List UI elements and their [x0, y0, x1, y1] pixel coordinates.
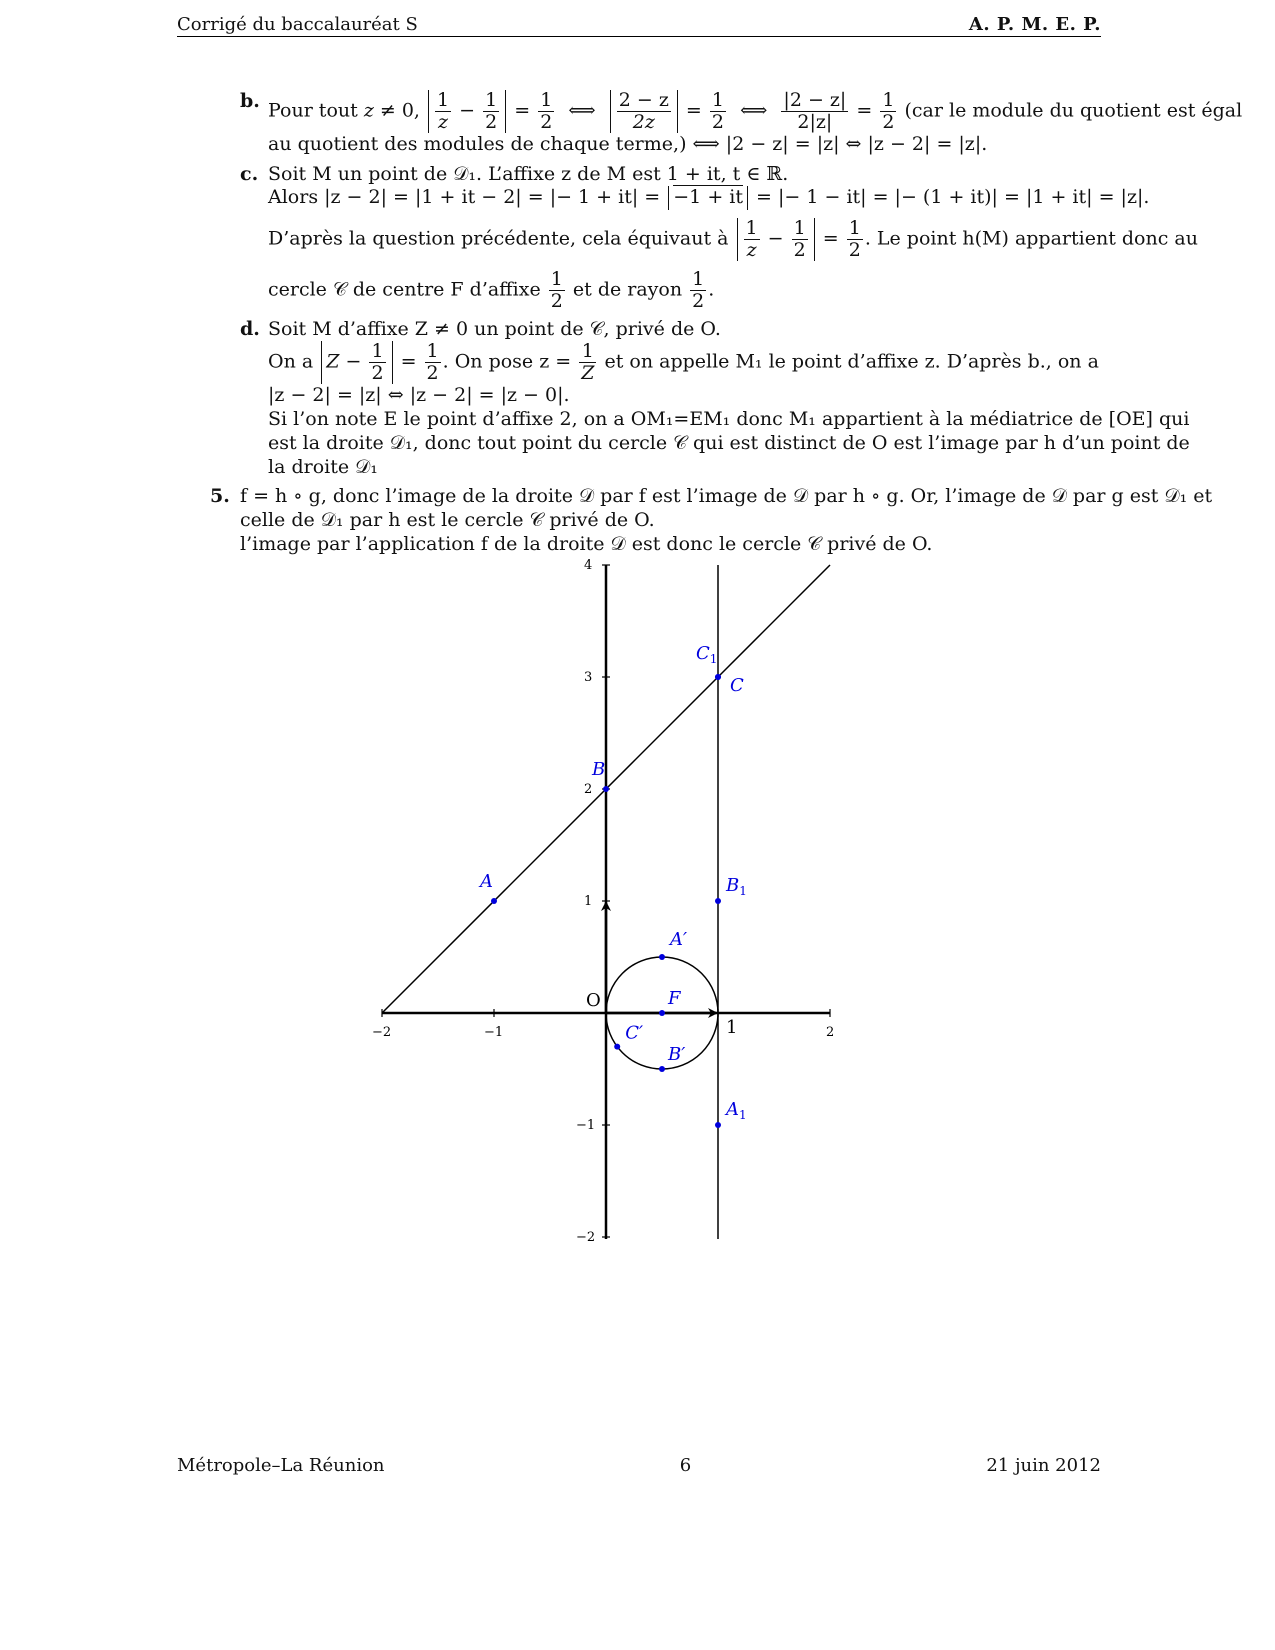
footer-right: 21 juin 2012 — [986, 1455, 1101, 1476]
b-text-4: (car le module du quotient est égal — [904, 99, 1243, 122]
equals-sign: = — [685, 99, 702, 122]
frac-den: 2 — [371, 362, 384, 385]
c-overline: −1 + it — [673, 186, 743, 209]
point-C1 — [715, 674, 721, 680]
c-line-3a: D’après la question précédente, cela équivaut à — [268, 227, 729, 250]
point-label-A-prime: A′ — [670, 929, 688, 950]
point-A1 — [715, 1122, 721, 1128]
d-Z: Z − — [326, 350, 362, 373]
header-left: Corrigé du baccalauréat S — [177, 13, 418, 35]
page-footer — [177, 1455, 1101, 1478]
point-label-A1: $A_1$ — [726, 1099, 747, 1122]
frac-num: 1 — [437, 89, 450, 111]
point-F — [659, 1010, 665, 1016]
frac-den: 2|z| — [797, 110, 833, 133]
equals-sign: = — [514, 99, 531, 122]
item-d-label: d. — [240, 317, 260, 340]
point-B1 — [715, 898, 721, 904]
frac-num: 1 — [550, 267, 563, 290]
point-label-C1: $C_1$ — [696, 643, 718, 666]
y-tick-label: 3 — [584, 670, 593, 685]
frac-den: Z — [581, 362, 595, 385]
equals-sign: = — [856, 99, 873, 122]
b-text-1: Pour tout — [268, 99, 364, 122]
d-line-4: Si l’on note E le point d’affixe 2, on a OM₁=EM₁ donc M₁ appartient à la médiatrice de [OE] qui — [268, 408, 1190, 430]
point-label-C-prime: C′ — [625, 1022, 644, 1044]
b-line-2: au quotient des modules de chaque terme,) ⟺ |2 − z| = |z| ⇔ |z − 2| = |z|. — [268, 132, 988, 155]
d-line-6: la droite 𝒟₁ — [268, 455, 378, 478]
point-label-B-prime: B′ — [668, 1044, 686, 1065]
point-A-prime — [659, 954, 665, 960]
origin-label: O — [586, 990, 601, 1011]
frac-num: 1 — [579, 341, 596, 363]
iff-sign: ⟺ — [568, 99, 596, 122]
frac-den: z — [438, 110, 449, 133]
c-line-2b: = |− 1 − it| = |− (1 + it)| = |1 + it| = |z|. — [750, 186, 1150, 209]
frac-num: 1 — [711, 89, 724, 111]
iff-sign: ⟺ — [740, 99, 768, 122]
y-tick-label: 4 — [584, 558, 593, 573]
footer-left: Métropole–La Réunion — [177, 1455, 385, 1476]
item-c: c. Soit M un point de 𝒟₁. L’affixe z de M est 1 + it, t ∈ ℝ. Alors |z − 2| = |1 + it − 2| = |− 1 + it| = −1 + it = |− 1 − it| = |− (1 + it)| = |1 + it| = |z|. D’après la question précédente, cela équivaut à $\frac{1}{z}$ − $\frac{1}{2}$ = $\frac{1}{2}$ . Le point h(M) appartient donc au cercle 𝒞 de centre F d’affixe $\frac{1}{2}$ et de rayon $\frac{1}{2}$ . — [240, 162, 1198, 312]
frac-num: 1 — [745, 217, 758, 240]
x-tick-label: −1 — [484, 1025, 504, 1040]
minus-sign: − — [459, 99, 476, 122]
point-label-B1: $B_1$ — [726, 875, 747, 898]
q5-line-3: l’image par l’application f de la droite 𝒟 est donc le cercle 𝒞 privé de O. — [240, 532, 933, 555]
d-line-2a: On a — [268, 350, 314, 373]
frac-num: 2 − z — [618, 89, 669, 111]
d-line-1: Soit M d’affixe Z ≠ 0 un point de 𝒞, privé de O. — [268, 317, 721, 340]
c-line-3b: . Le point h(M) appartient donc au — [864, 227, 1198, 250]
c-line-4a: cercle 𝒞 de centre F d’affixe — [268, 278, 541, 301]
frac-den: 2 — [793, 239, 806, 262]
point-label-C: C — [730, 675, 744, 696]
point-label-F: F — [668, 988, 681, 1009]
d-line-3: |z − 2| = |z| ⇔ |z − 2| = |z − 0|. — [268, 384, 570, 407]
unit-one-label: 1 — [726, 1017, 738, 1038]
point-label-B: B — [592, 759, 606, 780]
q5-label: 5. — [210, 485, 230, 508]
frac-den: 2 — [485, 110, 498, 133]
frac-num: 1 — [371, 340, 384, 363]
c-line-4b: et de rayon — [572, 278, 683, 301]
c-line-1: Soit M un point de 𝒟₁. L’affixe z de M est 1 + it, t ∈ ℝ. — [268, 162, 789, 185]
point-A — [491, 898, 497, 904]
frac-num: 1 — [692, 267, 705, 290]
y-tick-label: 2 — [584, 782, 593, 797]
frac-den: 2 — [882, 110, 895, 133]
item-d: d. Soit M d’affixe Z ≠ 0 un point de 𝒞, privé de O. On a Z − $\frac{1}{2}$ = $\frac{1}{2}$ . On pose z = $\frac{1}{Z}$ et on appelle M₁ le point d’affixe z. D’après b., on a |z − 2| = |z| ⇔ |z − 2| = |z − 0|. Si l’on note E le point d’affixe 2, on a OM₁=EM₁ donc M₁ appartient à la médiatrice de [OE] qui est la droite 𝒟₁, donc tout point du cercle 𝒞 qui est distinct de O est l’image par h d’un point de la droite 𝒟₁ — [240, 317, 1190, 478]
frac-num: 1 — [426, 340, 439, 363]
c-line-2a: Alors |z − 2| = |1 + it − 2| = |− 1 + it| = — [268, 186, 667, 209]
y-tick-label: −2 — [576, 1230, 596, 1245]
frac-den: 2 — [426, 362, 439, 385]
point-B — [603, 786, 609, 792]
frac-den: 2 — [550, 289, 563, 312]
q5-line-1: f = h ∘ g, donc l’image de la droite 𝒟 par f est l’image de 𝒟 par h ∘ g. Or, l’image de 𝒟 par g est 𝒟₁ et — [240, 485, 1213, 508]
frac-num: 1 — [882, 89, 895, 111]
header-right: A. P. M. E. P. — [968, 13, 1101, 35]
frac-num: 1 — [485, 89, 498, 111]
c-line-4c: . — [708, 278, 715, 301]
frac-den: 2 — [711, 110, 724, 133]
frac-den: 2 — [540, 110, 553, 133]
frac-num: 1 — [793, 217, 806, 240]
points-layer — [478, 643, 747, 1128]
item-c-label: c. — [240, 162, 259, 185]
frac-den: 2 — [848, 239, 861, 262]
d-line-5: est la droite 𝒟₁, donc tout point du cercle 𝒞 qui est distinct de O est l’image par h d’un point de — [268, 431, 1190, 454]
frac-den: 2z — [632, 110, 655, 133]
point-B-prime — [659, 1066, 665, 1072]
x-tick-label: −2 — [372, 1025, 392, 1040]
frac-den: 2 — [692, 289, 705, 312]
frac-num: 1 — [848, 217, 861, 240]
item-b-label: b. — [240, 90, 260, 112]
q5-line-2: celle de 𝒟₁ par h est le cercle 𝒞 privé de O. — [240, 509, 655, 531]
y-tick-label: 1 — [584, 894, 593, 909]
b-var-z: z — [363, 99, 374, 122]
d-line-2b: . On pose z = — [442, 350, 572, 373]
frac-num: |2 − z| — [783, 89, 847, 111]
d-line-2c: et on appelle M₁ le point d’affixe z. D’après b., on a — [604, 350, 1099, 373]
point-label-A: A — [480, 871, 493, 892]
y-tick-label: −1 — [576, 1118, 596, 1133]
x-tick-label: 2 — [826, 1025, 835, 1040]
point-C-prime — [614, 1044, 620, 1050]
b-text-3: ≠ 0, — [373, 99, 420, 122]
frac-num: 1 — [540, 89, 553, 111]
page-number: 6 — [679, 1455, 692, 1476]
frac-den: z — [746, 239, 757, 262]
